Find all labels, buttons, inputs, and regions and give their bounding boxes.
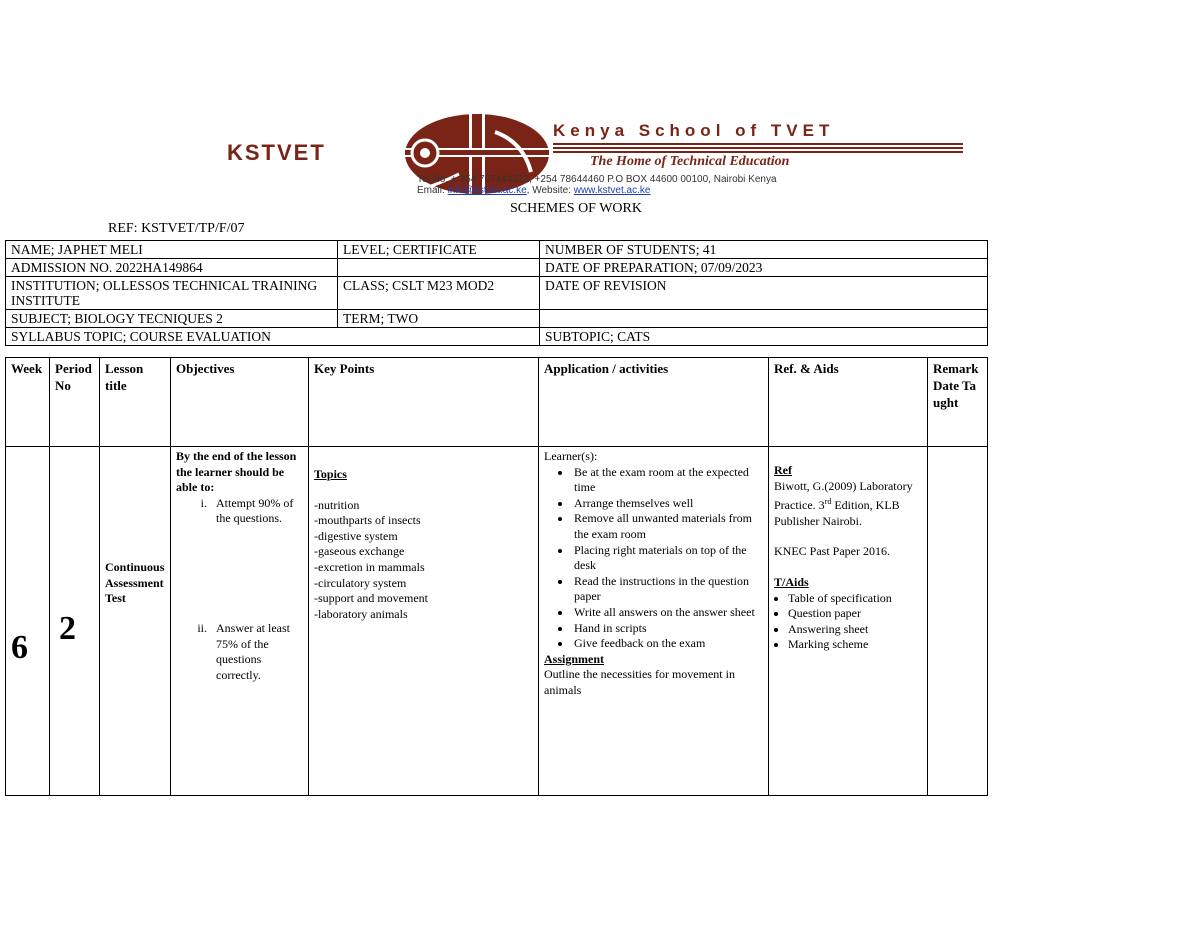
objectives-cell (171, 447, 309, 796)
name-cell: NAME; JAPHET MELI (6, 241, 338, 259)
info-row (6, 259, 988, 277)
header-ref-aids: Ref. & Aids (769, 358, 928, 447)
list-item: • Give feedback on the exam (572, 636, 763, 652)
list-item: -support and movement (314, 591, 428, 606)
website-label: Website: (532, 185, 571, 196)
ref-aids-cell (769, 447, 928, 796)
header-remarks: Remark Date Taught (928, 358, 988, 447)
activities-lead: Learner(s): (544, 449, 598, 463)
empty-cell (540, 310, 988, 328)
header-lesson-title: Lesson title (100, 358, 171, 447)
lesson-title-cell (100, 447, 171, 796)
period-cell (50, 447, 100, 796)
spacer (774, 529, 922, 544)
list-item: -laboratory animals (314, 606, 408, 621)
subtopic-cell: SUBTOPIC; CATS (540, 328, 988, 346)
letterhead (225, 112, 970, 198)
header-key-points: Key Points (309, 358, 539, 447)
lesson-title: Continuous Assessment Test (105, 560, 165, 606)
assignment-heading: Assignment (544, 651, 605, 666)
objectives-list (176, 496, 303, 684)
list-item: -excretion in mammals (314, 559, 425, 574)
header-rule (553, 147, 963, 149)
contact-line: Tel No: + 254 707444222, +254 78644460 P.O BOX 44600 00100, Nairobi Kenya (417, 174, 777, 185)
spacer (774, 560, 922, 575)
logo-short-name: KSTVET (227, 140, 326, 165)
list-item: • Remove all unwanted materials from the exam room (572, 511, 763, 542)
list-item: • Marking scheme (788, 637, 922, 653)
list-item: i. Attempt 90% of the questions. (210, 496, 303, 527)
term-cell: TERM; TWO (338, 310, 540, 328)
period-number: 2 (59, 610, 76, 648)
key-points-heading: Topics (314, 467, 347, 481)
list-item: • Be at the exam room at the expected time (572, 465, 763, 496)
email-label: Email: (417, 185, 445, 196)
info-row (6, 241, 988, 259)
info-row (6, 328, 988, 346)
activities-list (544, 465, 763, 652)
institution-cell: INSTITUTION; OLLESSOS TECHNICAL TRAINING INSTITUTE (6, 277, 338, 310)
level-cell: LEVEL; CERTIFICATE (338, 241, 540, 259)
document-ref: REF: KSTVET/TP/F/07 (108, 221, 245, 236)
list-item: -gaseous exchange (314, 544, 405, 559)
ref-text (774, 479, 922, 530)
subject-cell: SUBJECT; BIOLOGY TECNIQUES 2 (6, 310, 338, 328)
header-rule (553, 151, 963, 153)
table-row (6, 447, 988, 796)
key-points-cell (309, 447, 539, 796)
list-item: -circulatory system (314, 575, 407, 590)
info-row (6, 277, 988, 310)
column-header-row (6, 358, 988, 447)
list-item: • Question paper (788, 606, 922, 622)
objectives-lead: By the end of the lesson the learner should be able to: (176, 449, 297, 495)
header-rule (553, 143, 963, 145)
list-item: • Placing right materials on top of the desk (572, 543, 763, 574)
date-preparation-cell: DATE OF PREPARATION; 07/09/2023 (540, 259, 988, 277)
list-item: -nutrition (314, 497, 360, 512)
list-item: • Table of specification (788, 591, 922, 607)
list-item: • Read the instructions in the question paper (572, 574, 763, 605)
list-item: -digestive system (314, 528, 398, 543)
school-name: Kenya School of TVET (553, 121, 835, 140)
syllabus-topic-cell: SYLLABUS TOPIC; COURSE EVALUATION (6, 328, 540, 346)
header-objectives: Objectives (171, 358, 309, 447)
header-period: Period No (50, 358, 100, 447)
list-item: ii. Answer at least 75% of the questions correctly. (210, 621, 303, 683)
date-revision-cell: DATE OF REVISION (540, 277, 988, 310)
website-link[interactable]: www.kstvet.ac.ke (573, 185, 651, 196)
week-cell (6, 447, 50, 796)
list-item: -mouthparts of insects (314, 513, 421, 528)
activities-cell (539, 447, 769, 796)
ref-heading: Ref (774, 463, 792, 477)
header-week: Week (6, 358, 50, 447)
ref-superscript: rd (824, 497, 832, 507)
aids-list (774, 591, 922, 653)
ref-text-part: Biwott, G.(2009) Laboratory Practice. 3 (774, 478, 913, 513)
document-title: SCHEMES OF WORK (510, 201, 642, 216)
header-activities: Application / activities (539, 358, 769, 447)
list-item: • Hand in scripts (572, 621, 763, 637)
info-table (5, 240, 988, 346)
assignment-text: Outline the necessities for movement in animals (544, 667, 735, 697)
class-cell: CLASS; CSLT M23 MOD2 (338, 277, 540, 310)
students-cell: NUMBER OF STUDENTS; 41 (540, 241, 988, 259)
list-item: • Answering sheet (788, 622, 922, 638)
contact-web-line: Email: info@kstvet.ac.ke, Website: www.kstvet.ac.ke (417, 185, 651, 196)
scheme-table (5, 357, 988, 796)
empty-cell (338, 259, 540, 277)
school-tagline: The Home of Technical Education (590, 154, 790, 169)
week-number: 6 (11, 629, 28, 667)
info-row (6, 310, 988, 328)
ref-text-part: Edition, KLB Publisher Nairobi. (774, 498, 900, 528)
admission-cell: ADMISSION NO. 2022HA149864 (6, 259, 338, 277)
aids-heading: T/Aids (774, 574, 809, 589)
list-item: • Write all answers on the answer sheet (572, 605, 763, 621)
email-link[interactable]: info@kstvet.ac.ke (447, 185, 527, 196)
remarks-cell (928, 447, 988, 796)
ref-text-2: KNEC Past Paper 2016. (774, 544, 890, 559)
list-item: • Arrange themselves well (572, 496, 763, 512)
